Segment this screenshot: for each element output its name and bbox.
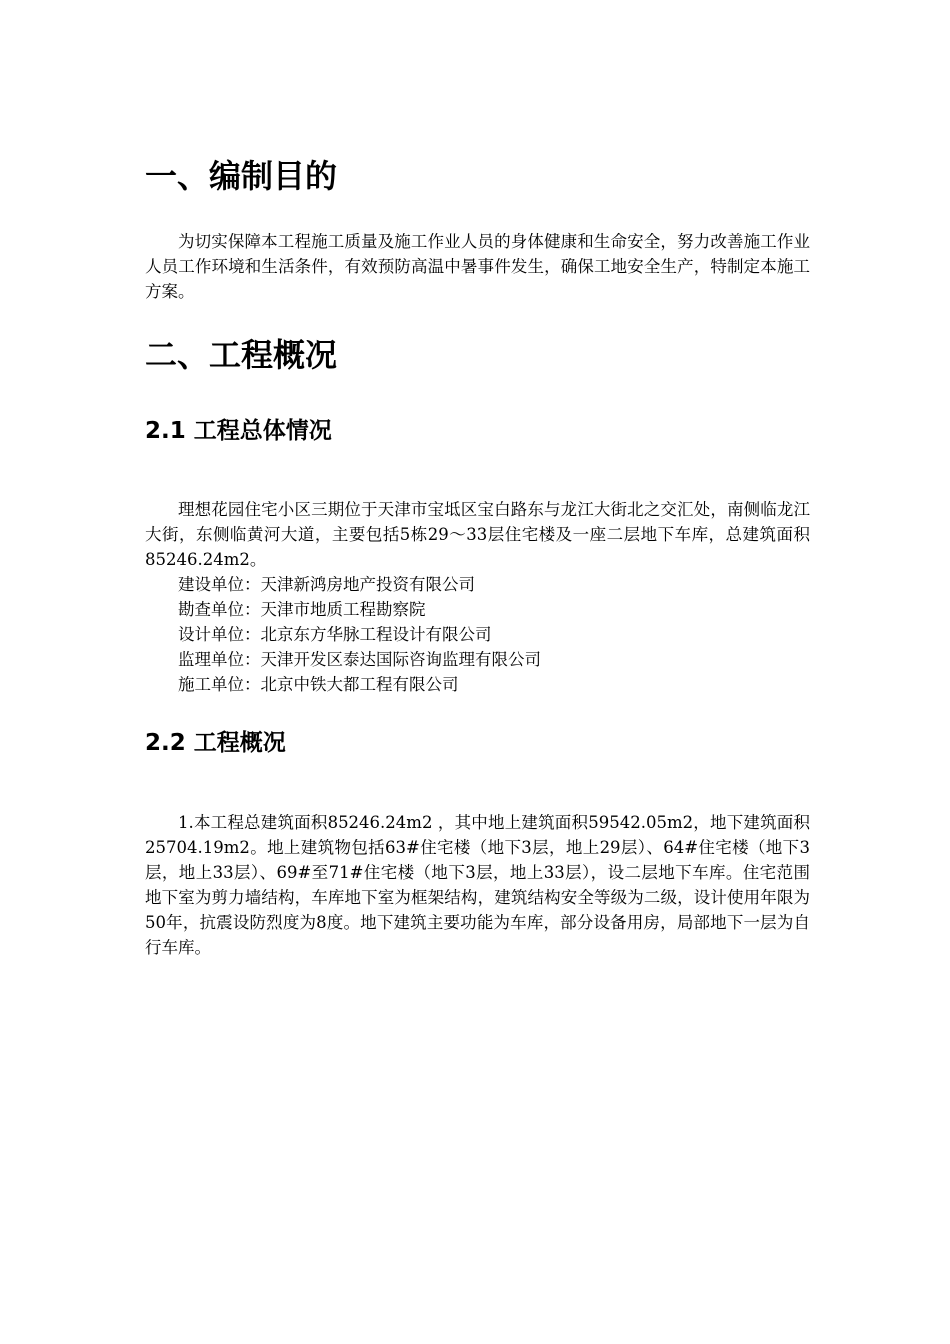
purpose-paragraph: 为切实保障本工程施工质量及施工作业人员的身体健康和生命安全，努力改善施工作业人员工作环境和生活条件，有效预防高温中暑事件发生，确保工地安全生产，特制定本施工方案。 (145, 232, 810, 301)
unit-line-survey: 勘查单位：天津市地质工程勘察院 (178, 600, 426, 619)
general-paragraph: 理想花园住宅小区三期位于天津市宝坻区宝白路东与龙江大街北之交汇处，南侧临龙江大街，东侧临黄河大道，主要包括5栋29～33层住宅楼及一座二层地下车库，总建筑面积85246.24m2。 (145, 500, 810, 569)
unit-line-construction: 施工单位：北京中铁大都工程有限公司 (178, 675, 459, 694)
section-heading-overview: 二、工程概况 (145, 336, 338, 374)
subsection-heading-project: 2.2 工程概况 (145, 730, 286, 756)
subsection-heading-general: 2.1 工程总体情况 (145, 418, 332, 444)
unit-line-supervision: 监理单位：天津开发区泰达国际咨询监理有限公司 (178, 650, 541, 669)
project-paragraph: 1.本工程总建筑面积85246.24m2 ，其中地上建筑面积59542.05m2，地下建筑面积25704.19m2。地上建筑物包括63#住宅楼（地下3层，地上29层）、64#住宅楼（地下3层，地上33层）、69#至71#住宅楼（地下3层，地上33层），设二层地下车库。住宅范围地下室为剪力墙结构，车库地下室为框架结构，建筑结构安全等级为二级，设计使用年限为50年，抗震设防烈度为8度。地下建筑主要功能为车库，部分设备用房，局部地下一层为自行车库。 (145, 813, 810, 957)
unit-line-builder: 建设单位：天津新鸿房地产投资有限公司 (178, 575, 475, 594)
unit-line-design: 设计单位：北京东方华脉工程设计有限公司 (178, 625, 492, 644)
section-heading-purpose: 一、编制目的 (145, 157, 338, 195)
